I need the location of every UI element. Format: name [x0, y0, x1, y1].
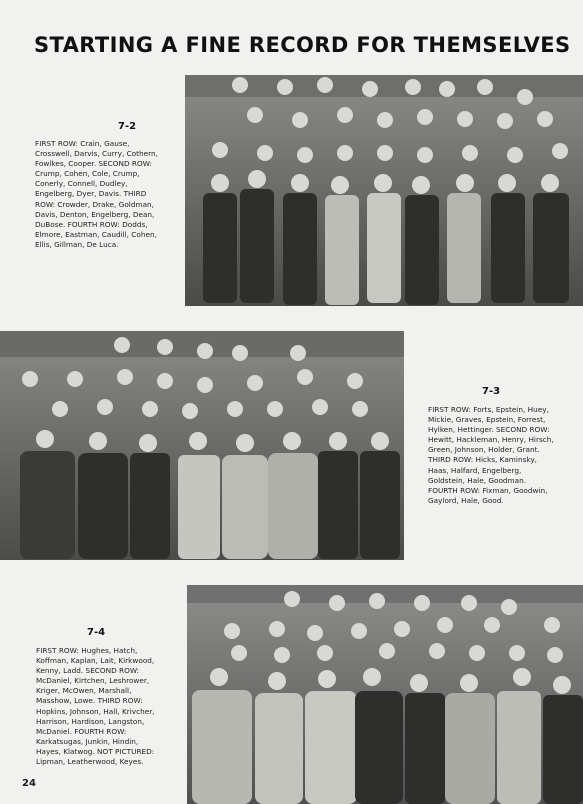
- caption-7-3: FIRST ROW: Forts, Epstein, Huey, Mickie, Graves, Epstein, Forrest, Hylken, Hettinger. SECOND ROW: Hewitt, Hackleman, Henry, Hirsch, Green, Johnson, Holder, Grant. THIRD ROW: Hicks, Kaminsky, Haas, Halfard, Engelberg, Goldstein, Hale, Goodman. FOURTH ROW: Fixman, Goodwin, Gaylord, Hale, Good.: [428, 405, 554, 505]
- group-photo-graphic: [187, 585, 583, 804]
- group-photo-graphic: [0, 331, 404, 560]
- group-photo-graphic: [185, 75, 583, 306]
- page-number: 24: [22, 778, 36, 789]
- caption-7-2: FIRST ROW: Crain, Gause, Crosswell, Darvis, Curry, Cothern, Fowlkes, Cooper. SECOND ROW: Crump, Cohen, Cole, Crump, Conerly, Connell, Dudley, Engelberg, Dyer, Davis. THIRD ROW: Crowder, Drake, Goldman, Davis, Denton, Engelberg, Dean, DuBose. FOURTH ROW: Dodds, Elmore, Eastman, Caudill, Cohen, Ellis, Gillman, De Luca.: [35, 139, 158, 249]
- class-photo-7-2: [185, 75, 583, 306]
- class-label-7-2: 7-2: [118, 121, 137, 132]
- class-photo-7-4: [187, 585, 583, 804]
- class-label-7-3: 7-3: [482, 386, 501, 397]
- class-label-7-4: 7-4: [87, 627, 106, 638]
- class-photo-7-3: [0, 331, 404, 560]
- caption-7-4: FIRST ROW: Hughes, Hatch, Koffman, Kaplan, Lait, Kirkwood, Kenny, Ladd. SECOND ROW: McDaniel, Kirtchen, Leshrower, Kriger, McOwen, Marshall, Masshow, Lowe. THIRD ROW: Hopkins, Johnson, Hall, Krivcher, Harrison, Hardison, Langston, McDaniel. FOURTH ROW: Karkatsugas, Junkin, Hindin, Hayes, Klatwog. NOT PICTURED: Lipman, Leatherwood, Keyes.: [36, 646, 155, 767]
- page-title: STARTING A FINE RECORD FOR THEMSELVES: [34, 33, 571, 57]
